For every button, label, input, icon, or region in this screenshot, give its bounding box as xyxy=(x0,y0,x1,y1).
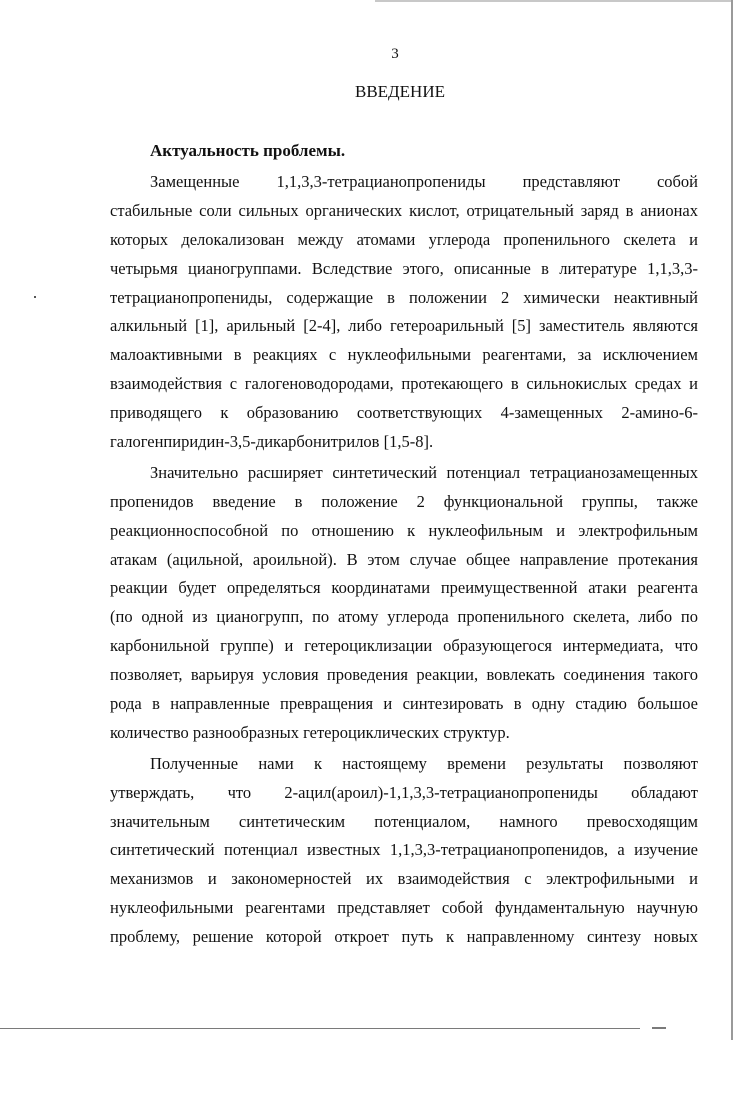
scan-edge-bottom xyxy=(0,1028,640,1029)
text-line: механизмов и закономерностей их взаимодействия с электрофильными и xyxy=(110,869,698,889)
document-body xyxy=(110,168,698,952)
text-line: позволяет, варьируя условия проведения реакции, вовлекать соединения такого xyxy=(110,665,698,685)
text-line: утверждать, что 2-ацил(ароил)-1,1,3,3-тетрацианопропениды обладают xyxy=(110,782,698,802)
text-line: атакам (ацильной, ароильной). В этом случае общее направление протекания xyxy=(110,549,698,569)
text-line: стабильные соли сильных органических кислот, отрицательный заряд в анионах xyxy=(110,200,698,220)
text-line: нуклеофильными реагентами представляет собой фундаментальную научную xyxy=(110,898,698,918)
paragraph-3 xyxy=(110,750,698,952)
text-line: значительным синтетическим потенциалом, намного превосходящим xyxy=(110,811,698,831)
page-number: 3 xyxy=(391,46,399,62)
text-line: реакционноспособной по отношению к нуклеофильным и электрофильным xyxy=(110,520,698,540)
text-line: алкильный [1], арильный [2-4], либо гетероарильный [5] заместитель являются xyxy=(110,316,698,336)
scan-edge-top xyxy=(375,0,733,2)
text-line: Значительно расширяет синтетический потенциал тетрацианозамещенных xyxy=(150,462,698,482)
text-line: проблему, решение которой откроет путь к направленному синтезу новых xyxy=(110,927,698,947)
text-line: галогенпиридин-3,5-дикарбонитрилов [1,5-8]. xyxy=(110,432,434,452)
section-heading: Актуальность проблемы. xyxy=(150,141,346,160)
text-line: (по одной из цианогрупп, по атому углерода пропенильного скелета, либо по xyxy=(110,607,698,627)
text-line: реакции будет определяться координатами преимущественной атаки реагента xyxy=(110,578,698,598)
text-line: взаимодействия с галогеноводородами, протекающего в сильнокислых средах и xyxy=(110,374,698,394)
scan-edge-bottom-dash xyxy=(652,1027,666,1029)
scan-speck xyxy=(34,296,36,298)
paragraph-1 xyxy=(110,168,698,457)
paragraph-2 xyxy=(110,459,698,748)
text-line: которых делокализован между атомами углерода пропенильного скелета и xyxy=(110,229,698,249)
text-line: тетрацианопропениды, содержащие в положении 2 химически неактивный xyxy=(110,287,698,307)
text-line: четырьмя цианогруппами. Вследствие этого, описанные в литературе 1,1,3,3- xyxy=(110,258,698,278)
text-line: малоактивными в реакциях с нуклеофильными реагентами, за исключением xyxy=(110,345,698,365)
text-line: синтетический потенциал известных 1,1,3,3-тетрацианопропенидов, а изучение xyxy=(110,840,698,860)
text-line: рода в направленные превращения и синтезировать в одну стадию большое xyxy=(110,694,698,714)
page-title: ВВЕДЕНИЕ xyxy=(355,82,445,101)
text-line: карбонильной группе) и гетероциклизации образующегося интермедиата, что xyxy=(110,636,698,656)
text-line: количество разнообразных гетероциклических структур. xyxy=(110,722,510,742)
text-line: пропенидов введение в положение 2 функциональной группы, также xyxy=(110,491,698,511)
text-line: Полученные нами к настоящему времени результаты позволяют xyxy=(150,753,698,773)
text-line: Замещенные 1,1,3,3-тетрацианопропениды представляют собой xyxy=(150,172,698,191)
text-line: приводящего к образованию соответствующих 4-замещенных 2-амино-6- xyxy=(110,403,698,423)
